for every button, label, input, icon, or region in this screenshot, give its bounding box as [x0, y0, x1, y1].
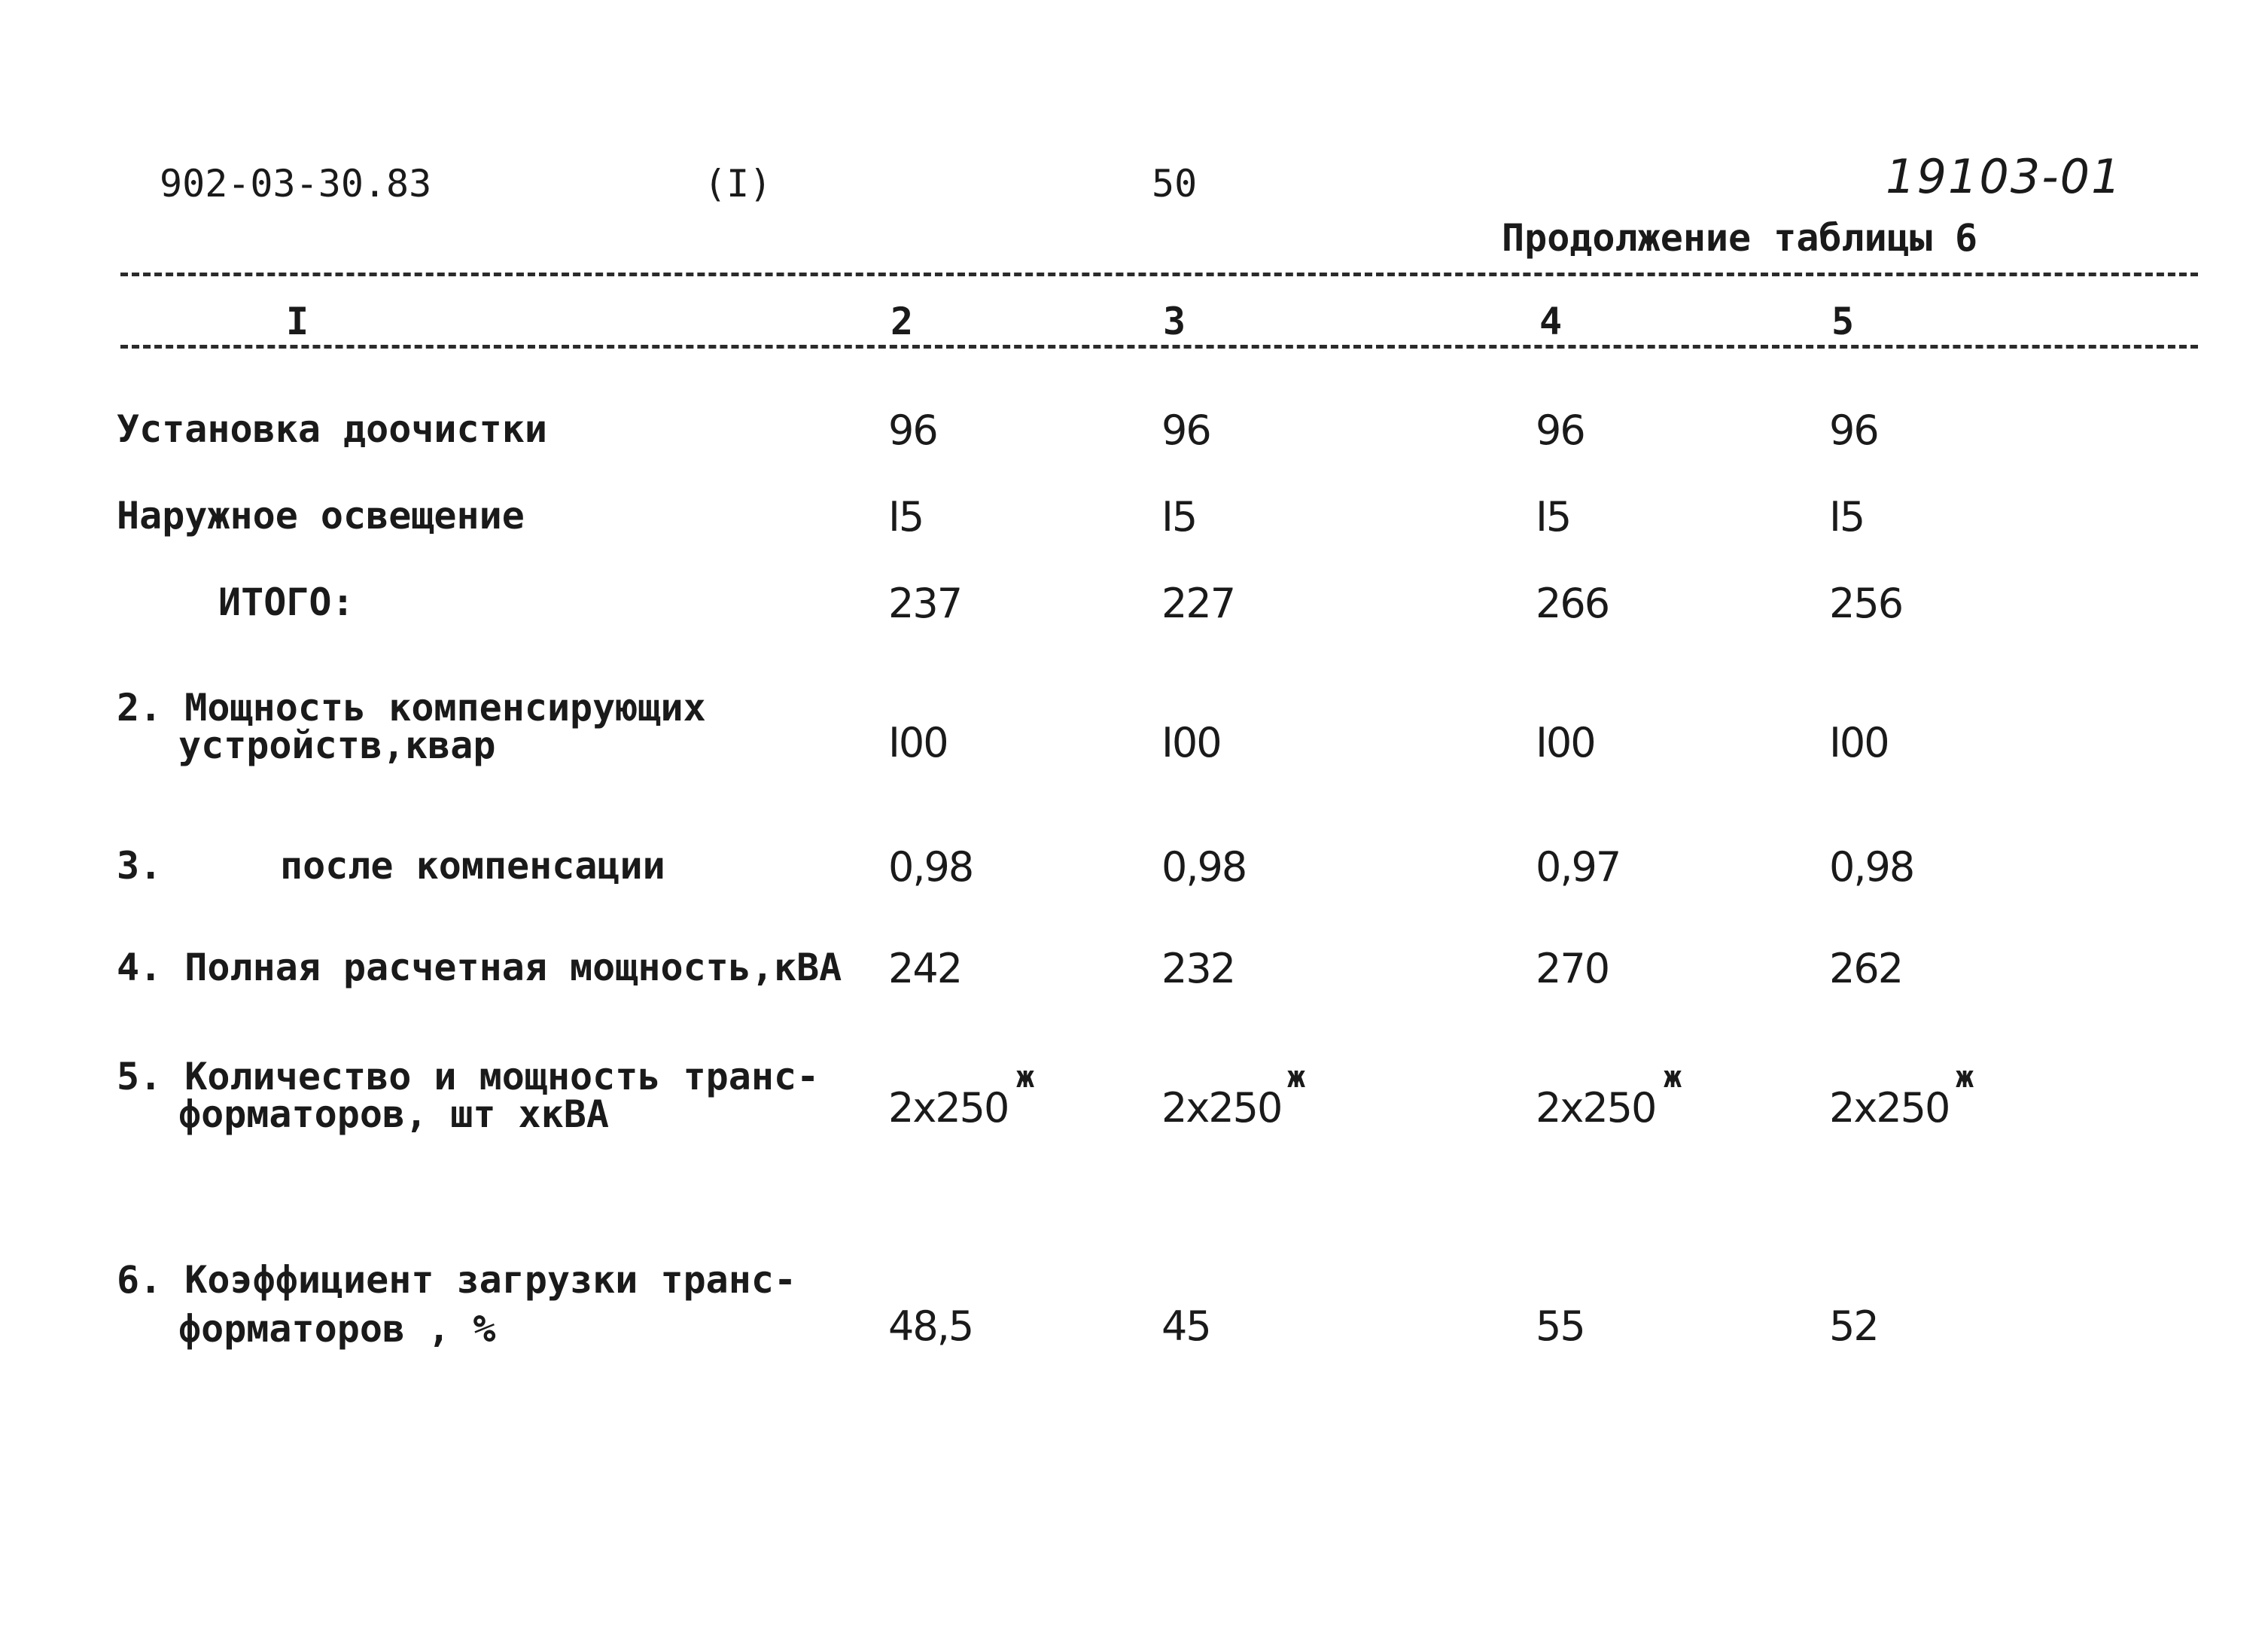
column-header-4: 4 [1539, 300, 1563, 343]
page-number: 50 [1152, 162, 1198, 206]
table-cell: 2x250 [888, 1084, 1009, 1132]
table-cell: I00 [1829, 719, 1889, 766]
table-cell: 52 [1829, 1302, 1878, 1350]
table-cell: 242 [888, 945, 962, 992]
table-cell: 96 [1161, 407, 1210, 454]
table-cell: I5 [1829, 493, 1865, 541]
table-cell: 96 [888, 407, 937, 454]
table-cell: 256 [1829, 580, 1903, 627]
row-label: Наружное освещение [117, 494, 525, 538]
table-cell: I00 [1161, 719, 1221, 766]
column-header-5: 5 [1831, 300, 1855, 343]
table-cell: 0,98 [888, 843, 973, 891]
row-label-cont: форматоров , % [178, 1307, 496, 1351]
table-top-rule [120, 273, 2198, 276]
row-label-total: ИТОГО: [218, 580, 355, 624]
row-label-number: 3. [117, 844, 163, 888]
footnote-mark: ж [1956, 1060, 1974, 1095]
table-cell: 227 [1161, 580, 1235, 627]
column-header-1: I [286, 300, 309, 343]
row-label: 4. Полная расчетная мощность,кВА [117, 946, 842, 989]
table-cell: 96 [1536, 407, 1585, 454]
table-cell: 96 [1829, 407, 1878, 454]
table-cell: 0,98 [1829, 843, 1914, 891]
footnote-mark: ж [1016, 1060, 1035, 1095]
document-code: 902-03-30.83 [160, 162, 432, 206]
table-header-rule [120, 345, 2198, 349]
table-cell: 266 [1536, 580, 1609, 627]
table-cell: 0,97 [1536, 843, 1621, 891]
row-label: Установка доочистки [117, 407, 547, 451]
footnote-mark: ж [1664, 1060, 1682, 1095]
table-cell: 55 [1536, 1302, 1585, 1350]
footnote-mark: ж [1287, 1060, 1306, 1095]
table-cell: 262 [1829, 945, 1903, 992]
table-cell: 232 [1161, 945, 1235, 992]
table-cell: 45 [1161, 1302, 1210, 1350]
table-cell: 0,98 [1161, 843, 1247, 891]
table-cell: 270 [1536, 945, 1609, 992]
table-cell: 2x250 [1829, 1084, 1950, 1132]
table-cell: I5 [1161, 493, 1197, 541]
table-cell: 237 [888, 580, 962, 627]
table-cell: 2x250 [1161, 1084, 1282, 1132]
table-cell: I00 [888, 719, 948, 766]
column-header-2: 2 [890, 300, 914, 343]
row-label-cont: форматоров, шт хкВА [178, 1092, 609, 1136]
table-cell: I5 [1536, 493, 1571, 541]
table-continuation-title: Продолжение таблицы 6 [1502, 216, 1978, 260]
row-label: 6. Коэффициент загрузки транс- [117, 1258, 797, 1302]
column-header-3: 3 [1163, 300, 1186, 343]
sheet-code: 19103-01 [1886, 149, 2123, 204]
table-cell: I5 [888, 493, 924, 541]
row-label: после компенсации [280, 844, 665, 888]
table-cell: 48,5 [888, 1302, 973, 1350]
part-number: (I) [704, 162, 772, 206]
table-cell: I00 [1536, 719, 1595, 766]
row-label: 5. Количество и мощность транс- [117, 1055, 820, 1098]
row-label: 2. Мощность компенсирующих [117, 686, 706, 730]
row-label-cont: устройств,квар [178, 723, 496, 767]
table-cell: 2x250 [1536, 1084, 1656, 1132]
